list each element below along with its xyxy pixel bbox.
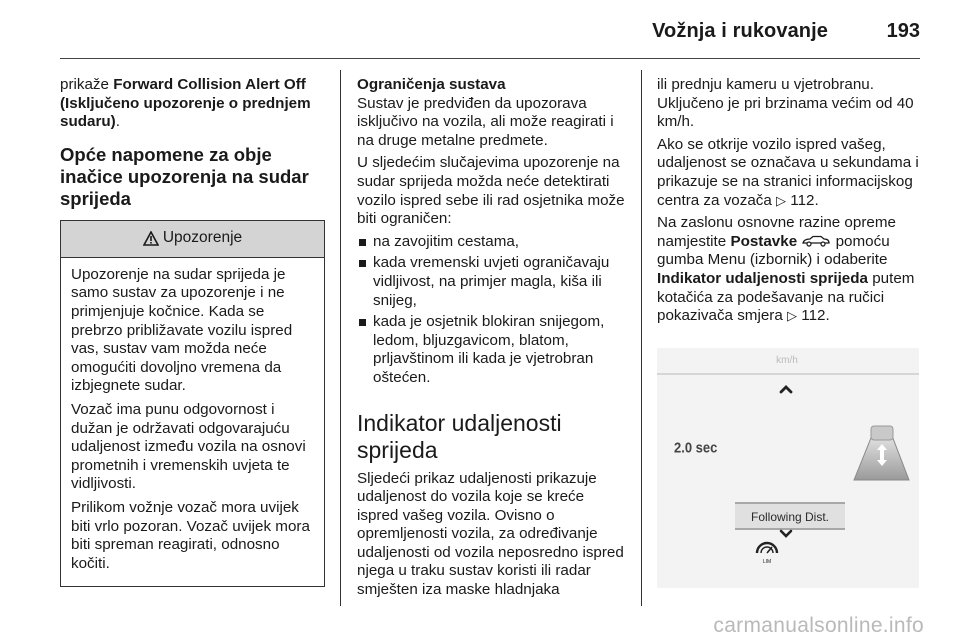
page-reference[interactable]: 112 (790, 191, 815, 209)
section-title: Indikator udaljenosti sprijeda (357, 409, 562, 463)
chapter-title: Vožnja i rukovanje (652, 20, 828, 42)
warning-title: Upozorenje (162, 229, 243, 247)
column-divider (340, 70, 341, 606)
list-item: kada vremenski uvjeti ograničavaju vidljivost, na primjer magla, kiša ili snijeg, (357, 254, 627, 310)
warning-paragraph: Vozač ima punu odgovornost i dužan je održavati odgovarajuću udaljenost između vozila na osnovi prometnih i vremenskih uvjeta te vidljivosti. (71, 400, 306, 493)
warning-paragraph: Upozorenje na sudar sprijeda je samo sustav za upozorenje i ne primjenjuje kočnice. Kada se prebrzo približavate vozilu ispred vas, sustav vam možda neće omogućiti dovoljno vremena da izbjegnete sudar. (71, 265, 293, 395)
paragraph: Sljedeći prikaz udaljenosti prikazuje udaljenost do vozila koje se kreće ispred vašeg vozila. Ovisno o opremljenosti vozila, za određivanje udaljenosti od vozila neposredno ispred njega u traku sustav koristi ili radar smješten iza maske hladnjaka (357, 469, 624, 599)
warning-box (60, 220, 325, 588)
column-3 (657, 76, 925, 330)
car-icon (801, 235, 831, 247)
limiter-label: LIM (762, 559, 772, 565)
dashboard-display-figure (657, 348, 919, 588)
warning-paragraph: Prilikom vožnje vozač mora uvijek biti vrlo pozoran. Vozač uvijek mora biti spreman reagirati, odnosno kočiti. (71, 498, 310, 572)
section-heading: Opće napomene za obje inačice upozorenja na sudar sprijeda (60, 143, 309, 209)
distance-readout: 2.0 sec (674, 438, 718, 456)
page-header (60, 0, 920, 59)
intro-paragraph: prikaže Forward Collision Alert Off (Isključeno upozorenje o prednjem sudaru). (60, 76, 311, 131)
limits-heading: Ograničenja sustava (357, 76, 506, 93)
warning-triangle-icon (143, 231, 159, 246)
column-divider (641, 70, 642, 606)
paragraph: Ako se otkrije vozilo ispred vašeg, udaljenost se označava u sekundama i prikazuje se na stranici informacijskog centra za vozača ▷ 112. (657, 135, 919, 209)
page-number: 193 (886, 20, 920, 42)
warning-body (61, 258, 324, 587)
page-reference-arrow-icon: ▷ (776, 192, 787, 208)
list-item: na zavojitim cestama, (357, 233, 627, 252)
distance-indicator-label: Indikator udaljenosti sprijeda (657, 269, 868, 287)
paragraph: Sustav je predviđen da upozorava isključivo na vozila, ali može reagirati i na druge metalne predmete. (357, 94, 614, 149)
settings-label: Postavke (730, 232, 798, 250)
paragraph: ili prednju kameru u vjetrobranu. Uključeno je pri brzinama većim od 40 km/h. (657, 76, 914, 131)
warning-header (61, 221, 324, 258)
paragraph: Na zaslonu osnovne razine opreme namjestite Postavke pomoću gumba Menu (izbornik) i odaberite Indikator udaljenosti sprijeda putem kotačića za podešavanje na ručici pokazivača smjera ▷ 112. (657, 214, 915, 325)
limitations-list (357, 233, 627, 388)
column-1 (60, 76, 325, 587)
list-item: kada je osjetnik blokiran snijegom, ledom, bljuzgavicom, blatom, prljavštinom ili kada je vjetrobran oštećen. (357, 313, 627, 387)
speed-unit-label: km/h (776, 355, 798, 366)
page-reference[interactable]: 112 (801, 307, 826, 325)
alert-off-label: Forward Collision Alert Off (Isključeno upozorenje o prednjem sudaru) (60, 76, 311, 131)
column-2 (357, 76, 627, 604)
page-reference-arrow-icon: ▷ (787, 308, 798, 324)
menu-option-label: Following Dist. (750, 510, 830, 524)
paragraph: U sljedećim slučajevima upozorenje na sudar sprijeda možda neće detektirati vozilo ispred sebe ili rad osjetnika može biti ograničen: (357, 154, 625, 228)
watermark: carmanualsonline.info (713, 614, 924, 637)
